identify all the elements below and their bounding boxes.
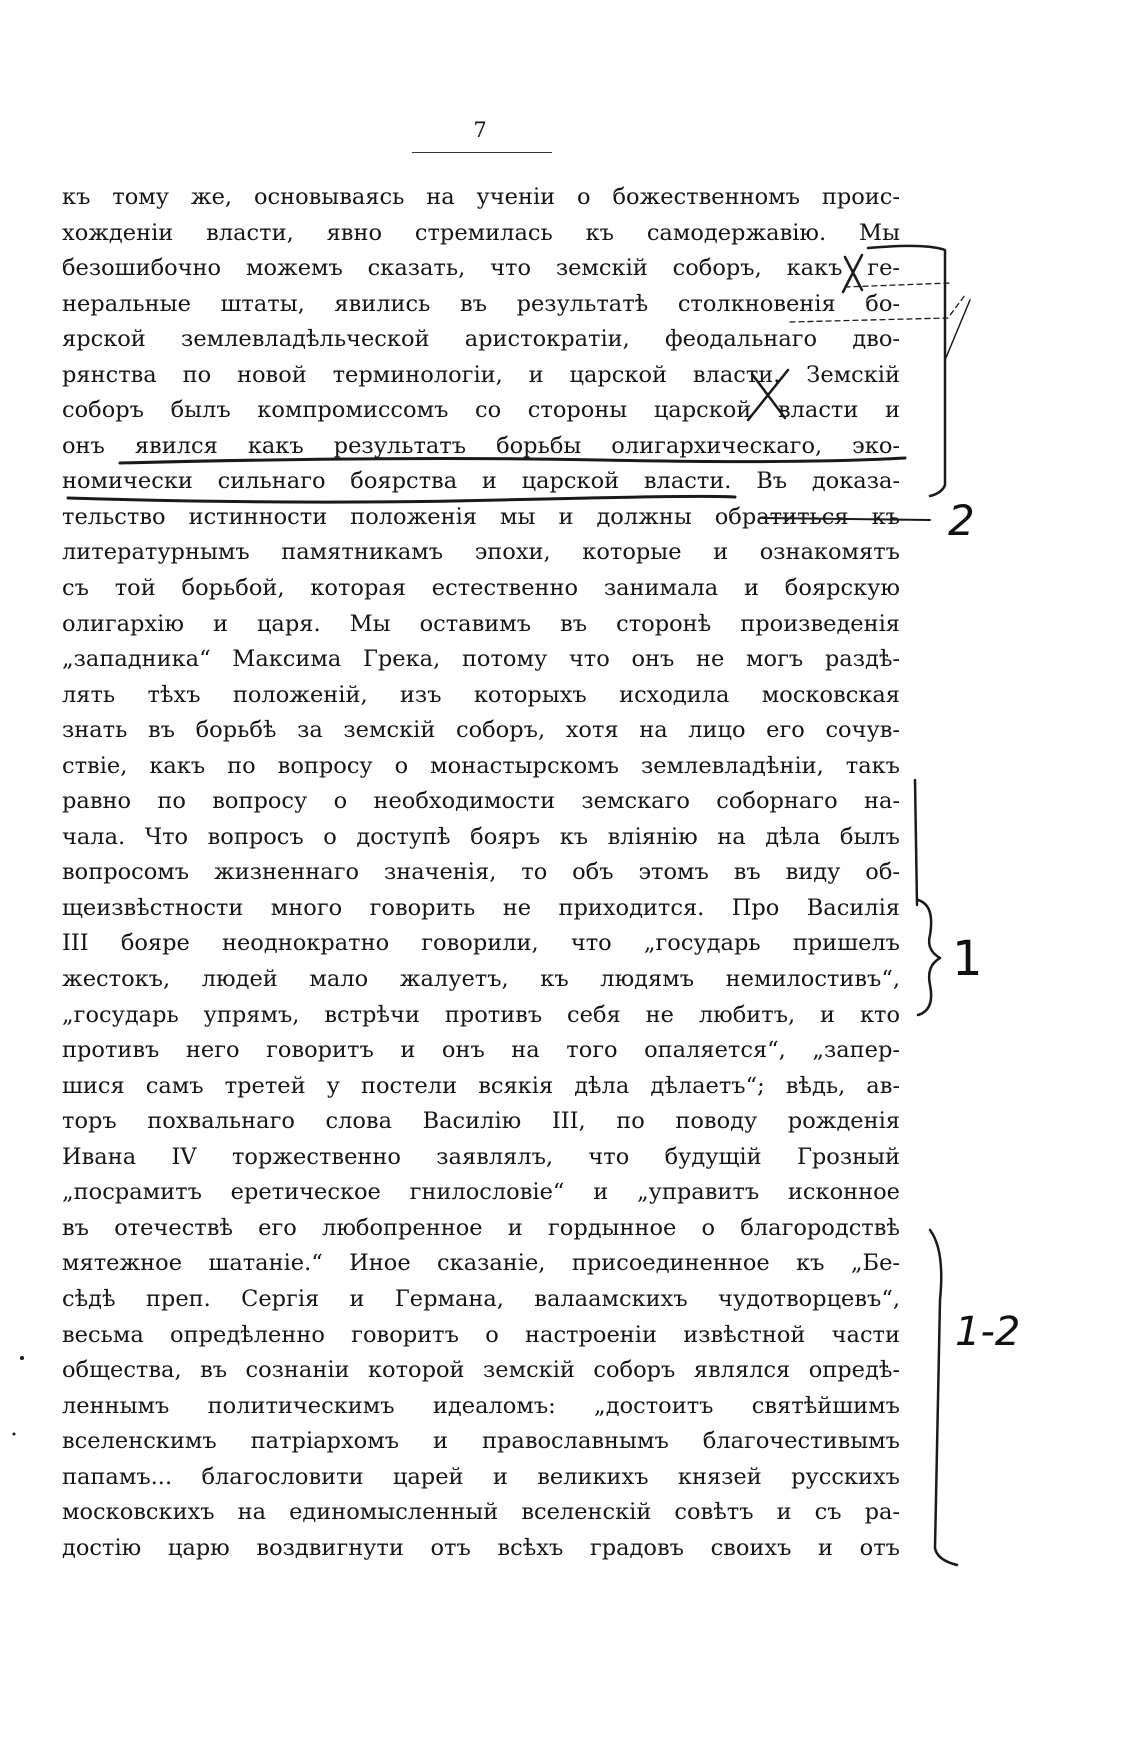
text-line: лять тѣхъ положеній, изъ которыхъ исходила московская: [62, 681, 900, 708]
text-line: къ тому же, основываясь на ученіи о божественномъ проис-: [62, 184, 900, 210]
brace-mark: [918, 900, 940, 1015]
text-line: въ отечествѣ его любопренное и гордынное о благородствѣ: [62, 1214, 900, 1241]
text-line: III бояре неоднократно говорили, что „государь пришелъ: [62, 930, 900, 957]
bracket-mark: [930, 1230, 957, 1565]
text-line: олигархію и царя. Мы оставимъ въ сторонѣ произведенія: [62, 610, 900, 637]
text-line: торъ похвальнаго слова Василію III, по поводу рожденія: [62, 1108, 900, 1135]
text-line: мятежное шатаніе.“ Иное сказаніе, присоединенное къ „Бе-: [62, 1250, 900, 1277]
text-line: рянства по новой терминологіи, и царской власти. Земскій: [62, 361, 900, 388]
margin-bar: [915, 780, 917, 905]
ink-dot: [20, 1356, 24, 1360]
text-line: тельство истинности положенія мы и должны обратиться къ: [62, 503, 900, 530]
text-line: щеизвѣстности много говорить не приходится. Про Василія: [62, 894, 900, 921]
text-line: хожденіи власти, явно стремилась къ самодержавію. Мы: [62, 219, 900, 246]
text-line: жестокъ, людей мало жалуетъ, къ людямъ немилостивъ“,: [62, 966, 900, 993]
text-line: достію царю воздвигнути отъ всѣхъ градовъ своихъ и отъ: [62, 1534, 900, 1561]
text-line: онъ явился какъ результатъ борьбы олигархическаго, эко-: [62, 432, 900, 459]
text-line: шися самъ третей у постели всякія дѣла дѣлаетъ“; вѣдь, ав-: [62, 1072, 900, 1099]
text-line: общества, въ сознаніи которой земскій соборъ являлся опредѣ-: [62, 1357, 900, 1384]
text-line: знать въ борьбѣ за земскій соборъ, хотя на лицо его сочув-: [62, 717, 900, 744]
slash-mark: [945, 300, 970, 360]
text-line: ярской землевладѣльческой аристократіи, феодальнаго дво-: [62, 326, 900, 353]
text-line: ствіе, какъ по вопросу о монастырскомъ землевладѣніи, такъ: [62, 752, 900, 779]
text-line: противъ него говоритъ и онъ на того опаляется“, „запер-: [62, 1037, 900, 1064]
text-line: чала. Что вопросъ о доступѣ бояръ къ вліянію на дѣла былъ: [62, 823, 900, 850]
text-line: вопросомъ жизненнаго значенія, то объ этомъ въ виду об-: [62, 859, 900, 886]
text-line: московскихъ на единомысленный вселенскій совѣтъ и съ ра-: [62, 1499, 900, 1526]
text-line: съ той борьбой, которая естественно занимала и боярскую: [62, 575, 900, 602]
margin-note-2: 2: [948, 496, 975, 545]
ink-dot: [13, 1433, 16, 1436]
text-line: Ивана IV торжественно заявлялъ, что будущій Грозный: [62, 1143, 900, 1170]
text-line: неральные штаты, явились въ результатѣ столкновенія бо-: [62, 290, 900, 317]
page-number-rule: [412, 152, 552, 153]
text-line: весьма опредѣленно говоритъ о настроеніи извѣстной части: [62, 1321, 900, 1348]
margin-note-1: 1: [952, 931, 983, 987]
page-number: 7: [473, 118, 487, 142]
text-line: соборъ былъ компромиссомъ со стороны царской власти и: [62, 397, 900, 424]
body-text: [62, 180, 900, 1566]
text-line: номически сильнаго боярства и царской власти. Въ доказа-: [62, 468, 900, 495]
text-line: равно по вопросу о необходимости земскаго соборнаго на-: [62, 788, 900, 815]
text-line: литературнымъ памятникамъ эпохи, которые и ознакомятъ: [62, 539, 900, 566]
text-line: леннымъ политическимъ идеаломъ: „достоитъ святѣйшимъ: [62, 1392, 900, 1419]
text-line: безошибочно можемъ сказать, что земскій соборъ, какъ ге-: [62, 255, 900, 282]
text-line: папамъ... благословити царей и великихъ князей русскихъ: [62, 1463, 900, 1490]
text-line: „государь упрямъ, встрѣчи противъ себя не любитъ, и кто: [62, 1001, 900, 1028]
text-line: „посрамитъ еретическое гнилословіе“ и „управитъ исконное: [62, 1179, 900, 1206]
text-line: сѣдѣ преп. Сергія и Германа, валаамскихъ чудотворцевъ“,: [62, 1285, 900, 1312]
text-line: „западника“ Максима Грека, потому что онъ не могъ раздѣ-: [62, 646, 900, 673]
text-line: вселенскимъ патріархомъ и православнымъ благочестивымъ: [62, 1428, 900, 1455]
margin-note-1-2: 1-2: [955, 1309, 1021, 1355]
